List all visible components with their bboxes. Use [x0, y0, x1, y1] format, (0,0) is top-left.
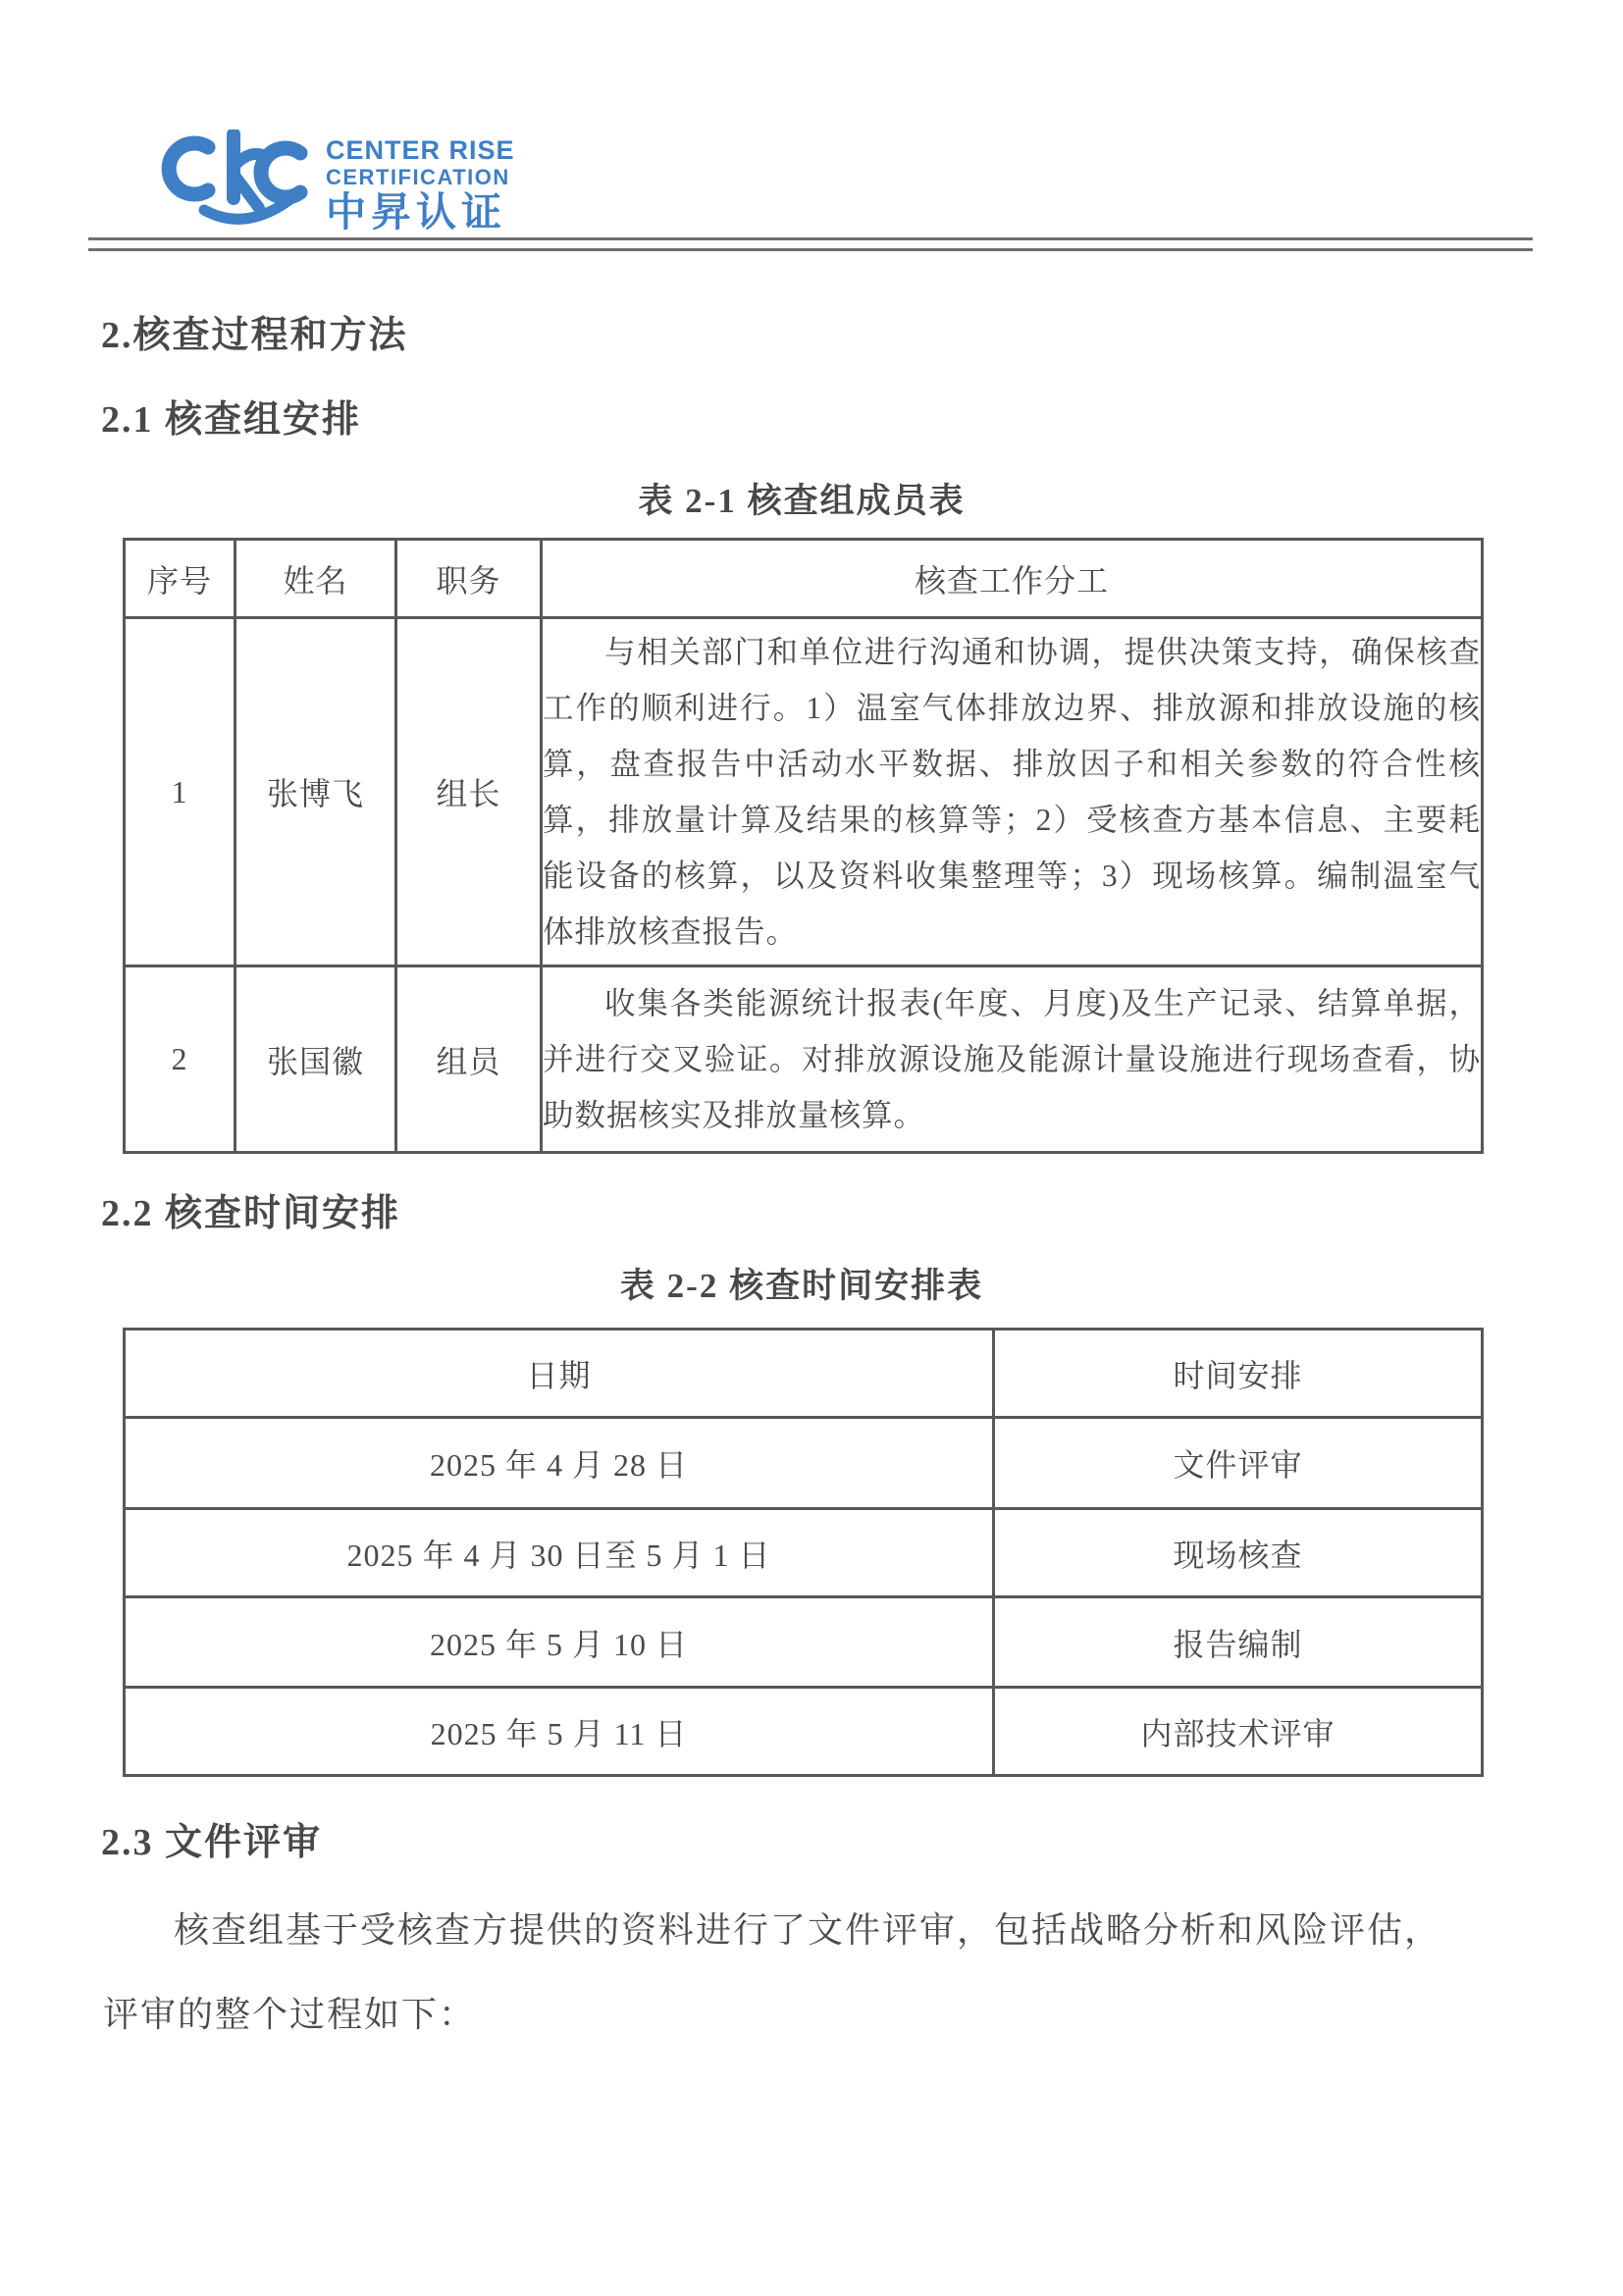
- section-heading-2: 2.核查过程和方法: [101, 315, 408, 356]
- table-row: [125, 1509, 1483, 1597]
- table-row: [125, 1688, 1483, 1776]
- cell-role: 组长: [396, 618, 542, 966]
- table-row: [125, 1597, 1483, 1688]
- cell-activity: 文件评审: [994, 1418, 1483, 1509]
- col-header-name: 姓名: [236, 540, 396, 618]
- logo-line-chinese: 中昇认证: [326, 189, 506, 235]
- col-header-duty: 核查工作分工: [542, 540, 1483, 618]
- table-row: [125, 966, 1483, 1153]
- duty-text: 与相关部门和单位进行沟通和协调，提供决策支持，确保核查工作的顺利进行。1）温室气体排放边界、排放源和排放设施的核算，盘查报告中活动水平数据、排放因子和相关参数的符合性核算，排放量计算及结果的核算等；2）受核查方基本信息、主要耗能设备的核算，以及资料收集整理等；3）现场核算。编制温室气体排放核查报告。: [543, 635, 1481, 949]
- table1-title: 表 2-1 核查组成员表: [638, 482, 966, 520]
- table2-title: 表 2-2 核查时间安排表: [619, 1267, 984, 1305]
- verification-team-table: [123, 538, 1484, 1154]
- section-heading-2-2: 2.2 核查时间安排: [101, 1193, 401, 1234]
- cell-activity: 现场核查: [994, 1509, 1483, 1597]
- company-logo: [147, 130, 515, 233]
- cell-date: 2025 年 4 月 30 日至 5 月 1 日: [125, 1509, 994, 1597]
- cell-name: 张国徽: [236, 966, 396, 1153]
- col-header-activity: 时间安排: [994, 1330, 1483, 1418]
- review-paragraph-line-2: 评审的整个过程如下：: [103, 1995, 477, 2034]
- cell-no: 2: [125, 966, 236, 1153]
- cell-name: 张博飞: [236, 618, 396, 966]
- duty-text: 收集各类能源统计报表(年度、月度)及生产记录、结算单据，并进行交叉验证。对排放源设施及能源计量设施进行现场查看，协助数据核实及排放量核算。: [543, 986, 1481, 1132]
- table-row: [125, 1418, 1483, 1509]
- cell-role: 组员: [396, 966, 542, 1153]
- cell-date: 2025 年 5 月 11 日: [125, 1688, 994, 1776]
- col-header-role: 职务: [396, 540, 542, 618]
- cell-date: 2025 年 5 月 10 日: [125, 1597, 994, 1688]
- crc-logo-icon: [147, 130, 316, 228]
- review-paragraph-line-1: 核查组基于受核查方提供的资料进行了文件评审，包括战略分析和风险评估，: [174, 1910, 1442, 1950]
- cell-date: 2025 年 4 月 28 日: [125, 1418, 994, 1509]
- cell-activity: 报告编制: [994, 1597, 1483, 1688]
- cell-duty: [542, 966, 1483, 1153]
- cell-activity: 内部技术评审: [994, 1688, 1483, 1776]
- schedule-table: [123, 1328, 1484, 1777]
- logo-line-english-2: CERTIFICATION: [326, 165, 510, 189]
- section-heading-2-1: 2.1 核查组安排: [101, 399, 362, 441]
- table-row: [125, 618, 1483, 966]
- col-header-no: 序号: [125, 540, 236, 618]
- col-header-date: 日期: [125, 1330, 994, 1418]
- header-divider: [88, 237, 1533, 251]
- cell-no: 1: [125, 618, 236, 966]
- table-header-row: [125, 1330, 1483, 1418]
- cell-duty: [542, 618, 1483, 966]
- logo-line-english-1: CENTER RISE: [326, 135, 515, 165]
- section-heading-2-3: 2.3 文件评审: [101, 1822, 323, 1863]
- table-header-row: [125, 540, 1483, 618]
- logo-text: [326, 130, 515, 233]
